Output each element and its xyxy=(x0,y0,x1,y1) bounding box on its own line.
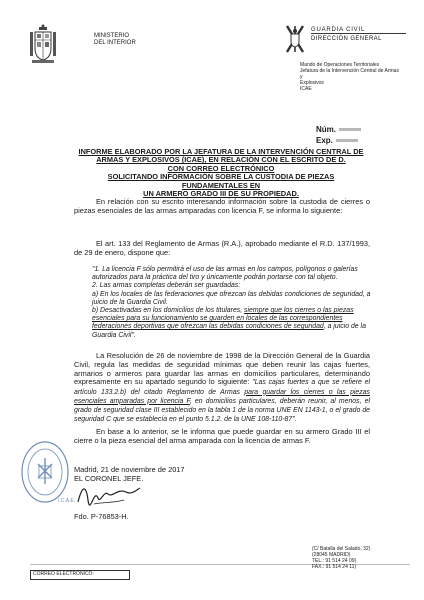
address-line-2: (28045 MADRID) xyxy=(312,552,351,558)
paragraph-resolution xyxy=(74,352,370,424)
quote-b-intro: b) Desactivadas en los domicilios de los titulares, xyxy=(92,307,245,315)
direccion-general-label: DIRECCIÓN GENERAL xyxy=(311,36,382,42)
quote-point-2: 2. Las armas completas deberán ser guardadas: xyxy=(92,282,241,290)
guardia-civil-emblem-icon xyxy=(284,24,306,54)
quote-point-b xyxy=(92,307,372,340)
paragraph-conclusion: En base a lo anterior, se le informa que puede guardar en su armero Grado III el cierre o la pieza esencial del arma amparada con la licencia de armas F. xyxy=(74,427,370,445)
reference-exp xyxy=(316,135,408,146)
service-line-1: Mando de Operaciones Territoriales xyxy=(300,62,380,68)
handwritten-signature xyxy=(74,482,144,508)
subject-line-1: INFORME ELABORADO POR LA JEFATURA DE LA INTERVENCIÓN CENTRAL DE xyxy=(78,147,364,156)
header-divider xyxy=(311,33,406,34)
ministry-line-2: DEL INTERIOR xyxy=(94,40,136,46)
closing-block xyxy=(74,465,254,483)
paragraph-article-133: El art. 133 del Reglamento de Armas (R.A.), aprobado mediante el R.D. 137/1993, de 29 de enero, dispone que: xyxy=(74,239,370,257)
quote-point-a: a) En los locales de las federaciones que ofrezcan las debidas condiciones de seguridad, a juicio de la Guardia Civil. xyxy=(92,290,371,306)
paragraph-intro: En relación con su escrito interesando información sobre la custodia de cierres o piezas esenciales de las armas amparadas con licencia F, se informa lo siguiente: xyxy=(74,197,370,215)
resolution-quote-start: "Las cajas fuertes a que se refiere el artículo 133.2.b) del citado Reglamento de Armas xyxy=(74,379,370,396)
redaction-mark xyxy=(336,139,358,142)
quote-point-1: "1. La licencia F sólo permitirá el uso de las armas en los campos, polígonos o galerías autorizados para la práctica del tiro y únicamente podrán portarse con tal objeto. xyxy=(92,266,358,282)
ministry-line-1: MINISTERIO xyxy=(94,33,130,39)
redaction-mark xyxy=(339,128,361,131)
guardia-civil-label: GUARDIA CIVIL xyxy=(311,27,366,33)
resolution-text: La Resolución de 26 de noviembre de 1998 de la Dirección General de la Guardia Civil, regula las medidas de seguridad mínimas que deben reunir las cajas fuertes, armarios o armeros para guardar las armas en domicilios particulares, determinando expresamente en su apartado segundo lo siguiente: xyxy=(74,351,370,387)
resolution-quote-end: , en domicilios particulares, deberán reunir, al menos, el grado de seguridad clase III establecido en la tabla 1 de la norma UNE EN 1143-1, o el grado de seguridad C que se establecía en el punto 5.1.2. de la UNE 108-110-87". xyxy=(74,397,370,424)
subject-line-4: SOLICITANDO INFORMACIÓN SOBRE LA CUSTODIA DE PIEZAS FUNDAMENTALES EN xyxy=(107,172,335,190)
service-line-4: ICAE xyxy=(300,86,312,92)
reference-block xyxy=(316,124,408,146)
exp-label: Exp. xyxy=(316,136,333,145)
service-line-2: Jefatura de la Intervención Central de Armas y xyxy=(300,68,399,80)
coat-of-arms-icon xyxy=(28,24,58,66)
closing-title: EL CORONEL JEFE. xyxy=(74,474,144,483)
email-label: CORREO ELECTRÓNICO: xyxy=(33,571,94,577)
quote-b-underlined: siempre que los cierres o las piezas esenciales para su funcionamiento se guarden en locales de las correspondientes federaciones deportivas que ofrezcan las debidas condiciones de seguridad xyxy=(92,307,354,331)
signed-by: Fdo. P-76853-H. xyxy=(74,512,129,521)
document-subject xyxy=(74,148,368,198)
stamp-text: I.C.A.E. xyxy=(58,498,76,504)
address-line-1: (C/ Batalla del Salado, 32) xyxy=(312,546,371,552)
quoted-article xyxy=(92,266,372,340)
subject-line-5: UN ARMERO GRADO III DE SU PROPIEDAD. xyxy=(143,189,299,199)
num-label: Núm. xyxy=(316,125,336,134)
issuing-service xyxy=(300,62,400,92)
address-line-4: FAX.: 91 514 24 11) xyxy=(312,564,357,570)
subject-line-2: ARMAS Y EXPLOSIVOS (ICAE), EN RELACIÓN CON EL ESCRITO DE D. xyxy=(96,155,346,165)
ministry-name xyxy=(94,33,174,47)
quote-b-end: , a juicio de la Guardia Civil". xyxy=(92,323,366,339)
official-stamp xyxy=(20,440,70,504)
footer-address xyxy=(312,546,412,570)
subject-line-3: CON CORREO ELECTRÓNICO xyxy=(167,163,275,173)
service-line-3: Explosivos xyxy=(300,80,324,86)
closing-date: Madrid, 21 de noviembre de 2017 xyxy=(74,465,185,474)
guardia-civil-heading xyxy=(311,27,406,43)
address-line-3: TEL.: 91 514 24 09) xyxy=(312,558,357,564)
reference-num xyxy=(316,124,408,135)
resolution-quote-underlined: para guardar los cierres o las piezas esenciales amparadas por licencia F xyxy=(74,388,370,405)
